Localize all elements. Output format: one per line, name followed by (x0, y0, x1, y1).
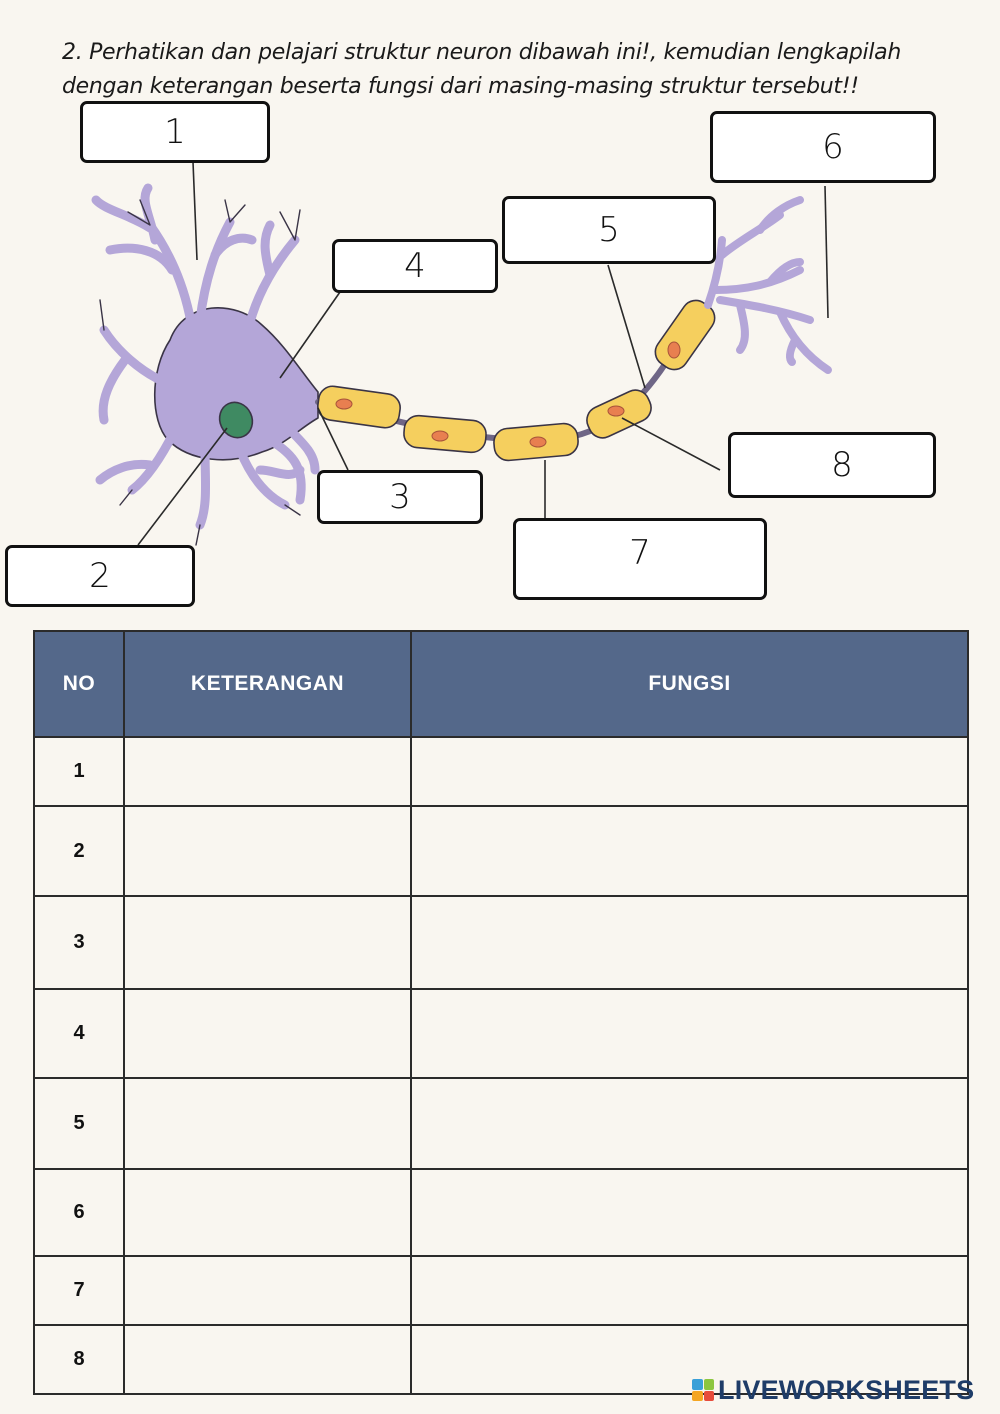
label-box-1[interactable] (80, 101, 270, 163)
label-number: 2 (89, 556, 111, 596)
fungsi-cell[interactable] (411, 806, 968, 896)
table-row (34, 806, 968, 896)
row-number: 7 (34, 1256, 124, 1325)
label-box-6[interactable] (710, 111, 936, 183)
label-number: 7 (629, 533, 651, 573)
fungsi-input[interactable] (412, 1170, 967, 1255)
table-row (34, 1169, 968, 1256)
row-number: 1 (34, 737, 124, 806)
keterangan-cell[interactable] (124, 806, 411, 896)
label-number: 6 (822, 127, 844, 167)
fungsi-cell[interactable] (411, 896, 968, 989)
row-number: 3 (34, 896, 124, 989)
label-box-2[interactable] (5, 545, 195, 607)
keterangan-cell[interactable] (124, 1256, 411, 1325)
keterangan-cell[interactable] (124, 989, 411, 1078)
keterangan-input[interactable] (125, 1257, 410, 1324)
keterangan-cell[interactable] (124, 1325, 411, 1394)
fungsi-cell[interactable] (411, 989, 968, 1078)
fungsi-input[interactable] (412, 897, 967, 988)
label-number: 4 (404, 246, 426, 286)
header-keterangan: KETERANGAN (124, 631, 411, 737)
keterangan-cell[interactable] (124, 737, 411, 806)
table-row (34, 1256, 968, 1325)
keterangan-cell[interactable] (124, 896, 411, 989)
label-box-5[interactable] (502, 196, 716, 264)
keterangan-input[interactable] (125, 1170, 410, 1255)
table-row (34, 989, 968, 1078)
instruction-line-1: 2. Perhatikan dan pelajari struktur neuron dibawah ini!, kemudian lengkapilah (62, 40, 902, 65)
fungsi-cell[interactable] (411, 737, 968, 806)
instruction-line-2: dengan keterangan beserta fungsi dari masing-masing struktur tersebut!! (62, 74, 859, 99)
table-row (34, 1078, 968, 1169)
fungsi-input[interactable] (412, 807, 967, 895)
label-box-4[interactable] (332, 239, 498, 293)
fungsi-cell[interactable] (411, 1078, 968, 1169)
label-box-7[interactable] (513, 518, 767, 600)
myelin-segment (316, 384, 402, 429)
fungsi-cell[interactable] (411, 1256, 968, 1325)
fungsi-cell[interactable] (411, 1169, 968, 1256)
logo-text: LIVEWORKSHEETS (718, 1374, 975, 1405)
table-header-row (34, 631, 968, 737)
table-row (34, 737, 968, 806)
liveworksheets-logo-icon (692, 1379, 714, 1401)
label-box-3[interactable] (317, 470, 483, 524)
fungsi-input[interactable] (412, 1079, 967, 1168)
keterangan-input[interactable] (125, 1079, 410, 1168)
fungsi-input[interactable] (412, 1257, 967, 1324)
liveworksheets-logo[interactable] (692, 1376, 974, 1404)
row-number: 5 (34, 1078, 124, 1169)
label-number: 5 (598, 210, 620, 250)
keterangan-cell[interactable] (124, 1078, 411, 1169)
row-number: 8 (34, 1325, 124, 1394)
keterangan-input[interactable] (125, 807, 410, 895)
label-box-8[interactable] (728, 432, 936, 498)
header-no: NO (34, 631, 124, 737)
label-number: 3 (389, 477, 411, 517)
row-number: 2 (34, 806, 124, 896)
keterangan-cell[interactable] (124, 1169, 411, 1256)
table-row (34, 896, 968, 989)
row-number: 4 (34, 989, 124, 1078)
row-number: 6 (34, 1169, 124, 1256)
answer-table (33, 630, 969, 1395)
header-fungsi: FUNGSI (411, 631, 968, 737)
label-number: 8 (831, 445, 853, 485)
keterangan-input[interactable] (125, 990, 410, 1077)
fungsi-input[interactable] (412, 990, 967, 1077)
axon-terminals (708, 200, 828, 370)
keterangan-input[interactable] (125, 738, 410, 805)
myelin-sheath (316, 295, 720, 462)
keterangan-input[interactable] (125, 1326, 410, 1393)
neuron-diagram (0, 0, 1000, 620)
fungsi-input[interactable] (412, 738, 967, 805)
label-number: 1 (164, 112, 186, 152)
keterangan-input[interactable] (125, 897, 410, 988)
